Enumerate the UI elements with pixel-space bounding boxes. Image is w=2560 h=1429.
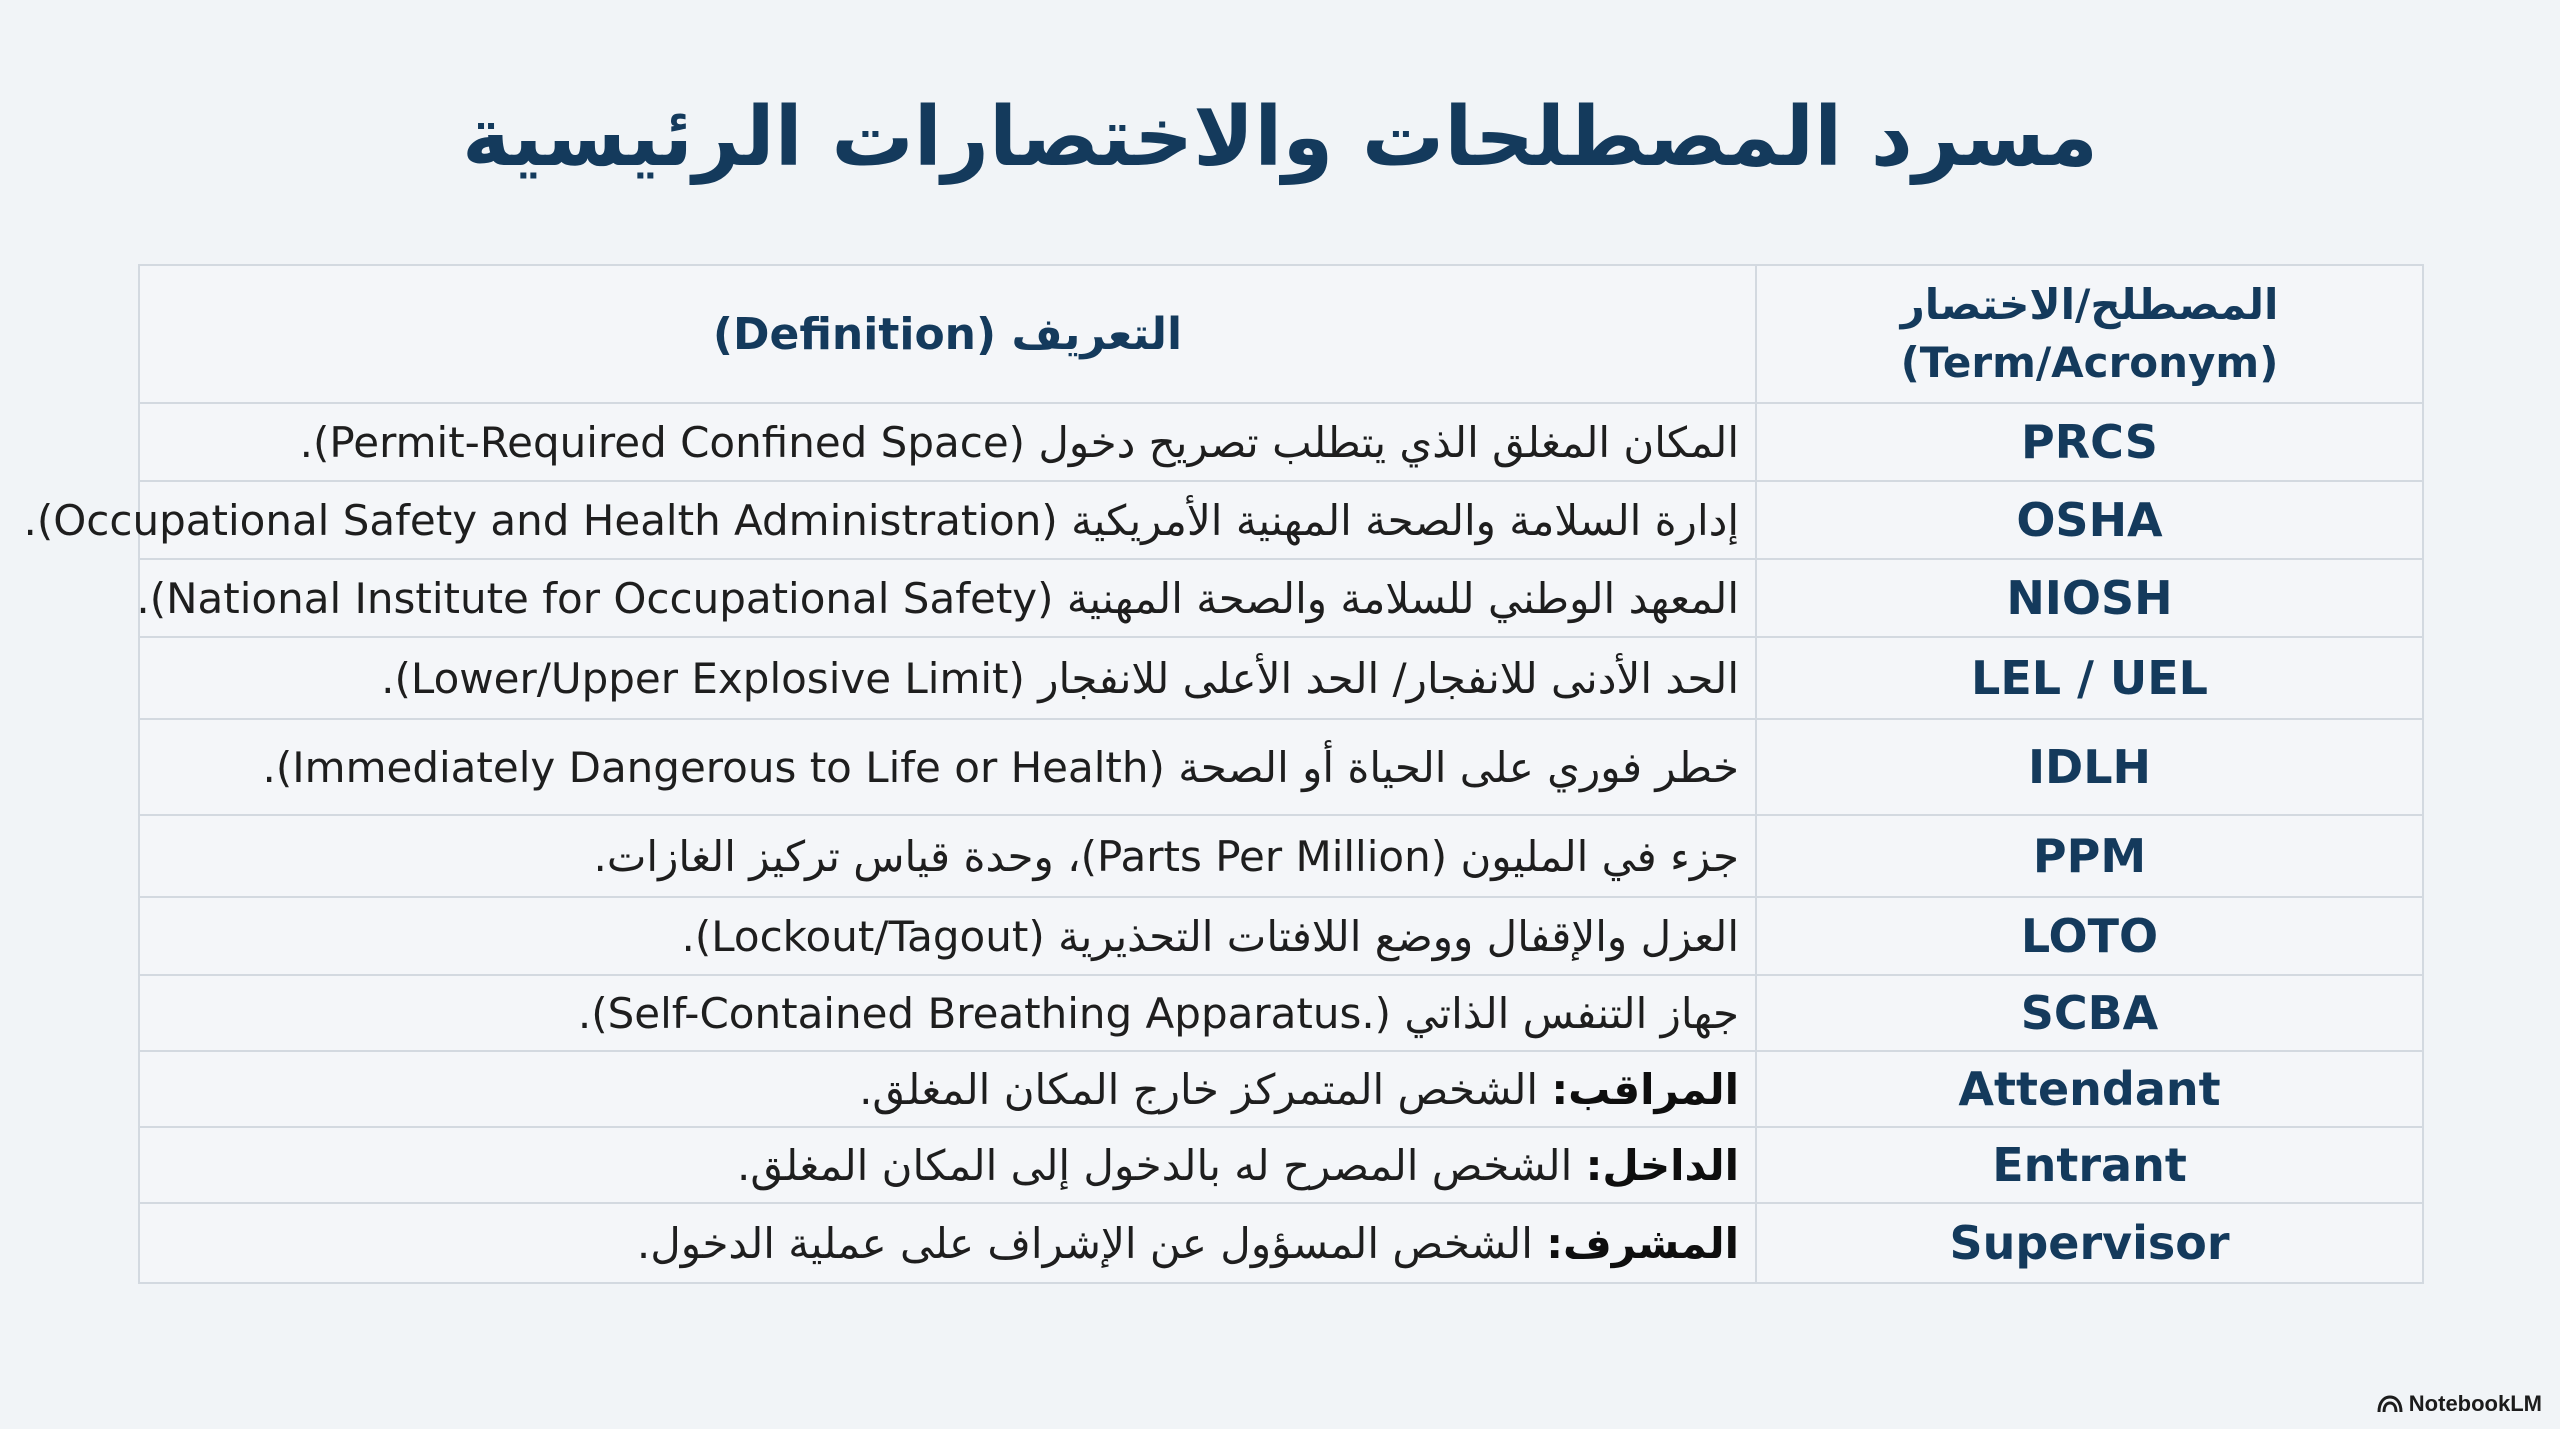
definition-text: الشخص المتمركز خارج المكان المغلق. <box>859 1064 1552 1114</box>
brand-name: NotebookLM <box>2408 1391 2542 1416</box>
table-row <box>139 975 2423 1051</box>
table-row <box>139 897 2423 975</box>
definition-cell <box>139 1203 1756 1283</box>
term-cell: Entrant <box>1756 1127 2423 1203</box>
table-row <box>139 1127 2423 1203</box>
table-row <box>139 559 2423 637</box>
definition-cell <box>139 1127 1756 1203</box>
definition-cell <box>139 1051 1756 1127</box>
definition-cell: المعهد الوطني للسلامة والصحة المهنية (National Institute for Occupational Safety). <box>139 559 1756 637</box>
brand-watermark <box>2377 1391 2542 1417</box>
table-row <box>139 719 2423 815</box>
term-cell: SCBA <box>1756 975 2423 1051</box>
definition-text: الشخص المسؤول عن الإشراف على عملية الدخول. <box>636 1218 1547 1268</box>
header-term-english: (Term/Acronym) <box>1900 338 2279 387</box>
header-term <box>1756 265 2423 403</box>
definition-cell: المكان المغلق الذي يتطلب تصريح دخول (Permit-Required Confined Space). <box>139 403 1756 481</box>
table-row <box>139 1051 2423 1127</box>
table-row <box>139 1203 2423 1283</box>
notebooklm-logo-icon <box>2377 1394 2403 1414</box>
term-cell: PRCS <box>1756 403 2423 481</box>
term-label: الداخل: <box>1585 1140 1739 1190</box>
definition-cell: جزء في المليون (Parts Per Million)، وحدة قياس تركيز الغازات. <box>139 815 1756 897</box>
term-cell: PPM <box>1756 815 2423 897</box>
table-row <box>139 815 2423 897</box>
term-label: المشرف: <box>1546 1218 1739 1268</box>
table-row <box>139 637 2423 719</box>
term-cell: Attendant <box>1756 1051 2423 1127</box>
term-cell: IDLH <box>1756 719 2423 815</box>
term-label: المراقب: <box>1551 1064 1739 1114</box>
table-row <box>139 481 2423 559</box>
header-definition: التعريف (Definition) <box>139 265 1756 403</box>
term-cell: LEL / UEL <box>1756 637 2423 719</box>
term-cell: Supervisor <box>1756 1203 2423 1283</box>
term-cell: LOTO <box>1756 897 2423 975</box>
glossary-table <box>23 264 2424 1284</box>
definition-cell: جهاز التنفس الذاتي (.Self-Contained Breathing Apparatus). <box>139 975 1756 1051</box>
term-cell: NIOSH <box>1756 559 2423 637</box>
table-row <box>139 403 2423 481</box>
definition-cell: العزل والإقفال ووضع اللافتات التحذيرية (Lockout/Tagout). <box>139 897 1756 975</box>
header-term-arabic: المصطلح/الاختصار <box>1900 280 2279 329</box>
page-title: مسرد المصطلحات والاختصارات الرئيسية <box>461 90 2099 185</box>
definition-cell: إدارة السلامة والصحة المهنية الأمريكية (Occupational Safety and Health Administration). <box>139 481 1756 559</box>
definition-text: الشخص المصرح له بالدخول إلى المكان المغلق. <box>737 1140 1586 1190</box>
term-cell: OSHA <box>1756 481 2423 559</box>
table-header-row <box>139 265 2423 403</box>
definition-cell: الحد الأدنى للانفجار/ الحد الأعلى للانفجار (Lower/Upper Explosive Limit). <box>139 637 1756 719</box>
definition-cell: خطر فوري على الحياة أو الصحة (Immediately Dangerous to Life or Health). <box>139 719 1756 815</box>
